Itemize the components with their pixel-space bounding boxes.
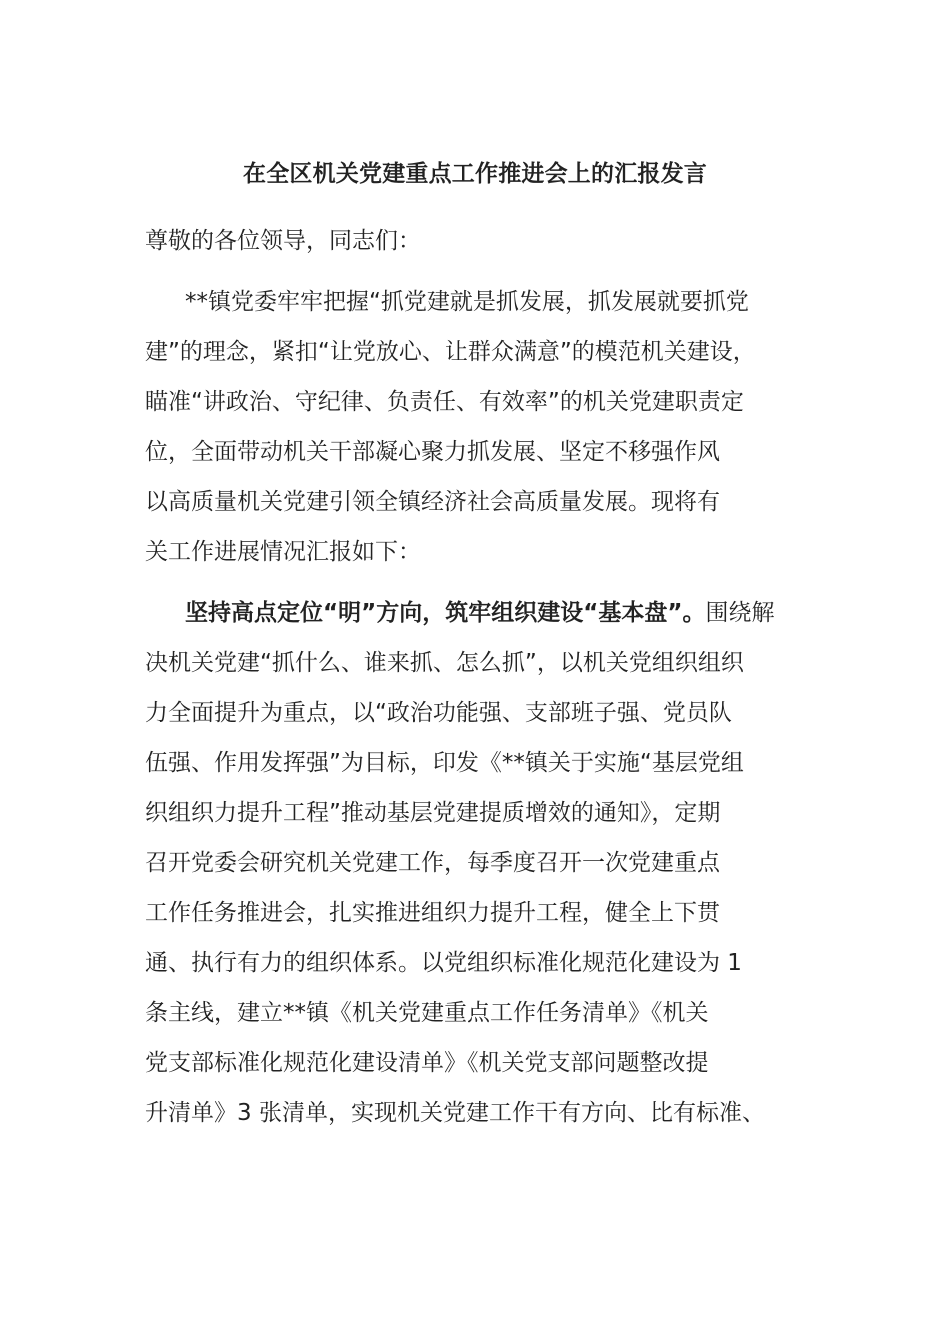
paragraph-1-line: **镇党委牢牢把握“抓党建就是抓发展，抓发展就要抓党 (185, 289, 749, 315)
paragraph-1-line: 瞄准“讲政治、守纪律、负责任、有效率”的机关党建职责定 (145, 389, 744, 415)
paragraph-2-line: 决机关党建“抓什么、谁来抓、怎么抓”，以机关党组织组织 (145, 650, 744, 676)
paragraph-2-line: 党支部标准化规范化建设清单》《机关党支部问题整改提 (145, 1050, 709, 1076)
document-title: 在全区机关党建重点工作推进会上的汇报发言 (243, 161, 707, 187)
paragraph-2-line: 织组织力提升工程”推动基层党建提质增效的通知》，定期 (145, 800, 721, 826)
paragraph-2-heading: 坚持高点定位“明”方向，筑牢组织建设“基本盘”。 (185, 600, 706, 626)
paragraph-gap (145, 577, 835, 588)
paragraph-2-line: 通、执行有力的组织体系。以党组织标准化规范化建设为 1 (145, 950, 742, 976)
paragraph-2-line: 力全面提升为重点，以“政治功能强、支部班子强、党员队 (145, 700, 732, 726)
paragraph-2-line: 伍强、作用发挥强”为目标，印发《**镇关于实施“基层党组 (145, 750, 744, 776)
document-body (145, 216, 835, 1138)
paragraph-1 (145, 277, 835, 577)
salutation: 尊敬的各位领导，同志们： (145, 228, 421, 254)
paragraph-1-line: 建”的理念，紧扣“让党放心、让群众满意”的模范机关建设， (145, 339, 756, 365)
paragraph-2 (145, 588, 835, 1138)
paragraph-1-line: 位，全面带动机关干部凝心聚力抓发展、坚定不移强作风 (145, 439, 720, 465)
paragraph-1-line: 以高质量机关党建引领全镇经济社会高质量发展。现将有 (145, 489, 720, 515)
paragraph-1-line: 关工作进展情况汇报如下： (145, 539, 421, 565)
paragraph-2-line: 条主线，建立**镇《机关党建重点工作任务清单》《机关 (145, 1000, 709, 1026)
paragraph-2-first-line (145, 588, 835, 638)
paragraph-gap (145, 266, 835, 277)
paragraph-2-line: 召开党委会研究机关党建工作，每季度召开一次党建重点 (145, 850, 720, 876)
paragraph-2-line: 升清单》3 张清单，实现机关党建工作干有方向、比有标准、 (145, 1100, 765, 1126)
paragraph-2-first-rest: 围绕解 (705, 600, 775, 626)
paragraph-2-line: 工作任务推进会，扎实推进组织力提升工程，健全上下贯 (145, 900, 720, 926)
